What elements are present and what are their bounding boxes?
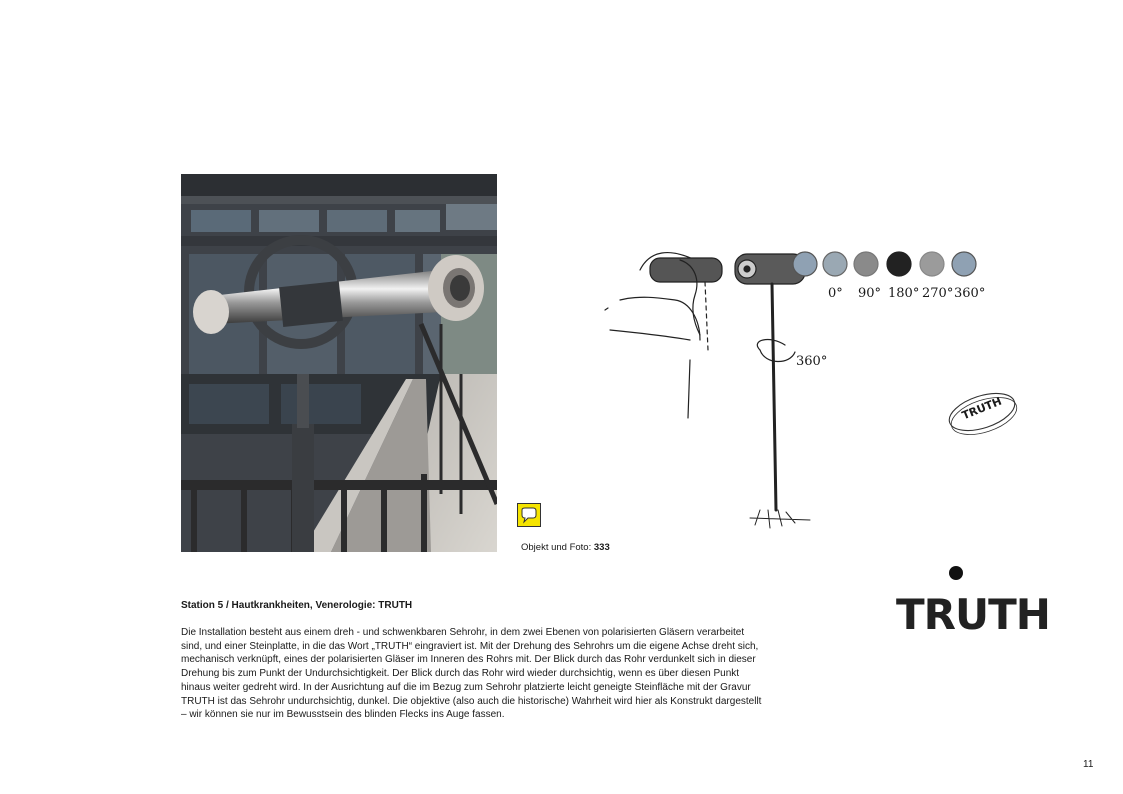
engraved-stone-sketch <box>945 390 1020 435</box>
station-description: Die Installation besteht aus einem dreh - und schwenkbaren Sehrohr, in dem zwei Ebenen von polarisierten Gläsern verarbeitet sind, und einer Steinplatte, in die das Wort „TRUTH“ eingraviert ist. Mit der Drehung des Sehrohrs um die eigene Achse dreht sich, mechanisch verknüpft, eines der polarisierten Gläser im Inneren des Rohrs mit. Der Blick durch das Rohr verdunkelt sich in dieser Drehung bis zum Punkt der Undurchsichtigkeit. Der Blick durch das Rohr wird wieder durchsichtig, wenn es über diesen Punkt hinaus weiter gedreht wird. In der Ausrichtung auf die im Bezug zum Sehrohr platzierte leicht geneigte Steinfläche mit der Gravur TRUTH ist das Sehrohr undurchsichtig, dunkel. Die objektive (also auch die historische) Wahrheit wird hier als Konstrukt dargestellt – wir können sie nur im Bewusstsein des blinden Flecks ins Auge fassen. <box>181 627 762 721</box>
page-number: 11 <box>1083 759 1094 770</box>
angle-label: 180° <box>888 286 920 301</box>
truth-logo <box>890 560 1050 650</box>
angle-label: 360° <box>954 286 986 301</box>
truth-logo-text: TRUTH <box>896 590 1050 639</box>
comment-icon[interactable] <box>517 503 541 527</box>
rotation-label: 360° <box>796 354 828 369</box>
angle-label: 90° <box>858 286 882 301</box>
telescope-sketch <box>600 240 1000 540</box>
angle-label: 0° <box>828 286 843 301</box>
angle-label: 270° <box>922 286 954 301</box>
installation-photo <box>181 174 497 552</box>
stone-engraving-text: TRUTH <box>960 394 1004 423</box>
caption-prefix: Objekt und Foto: <box>521 542 592 553</box>
photo-caption <box>521 542 610 553</box>
caption-number: 333 <box>593 542 610 553</box>
station-title: Station 5 / Hautkrankheiten, Venerologie: TRUTH <box>181 600 413 611</box>
